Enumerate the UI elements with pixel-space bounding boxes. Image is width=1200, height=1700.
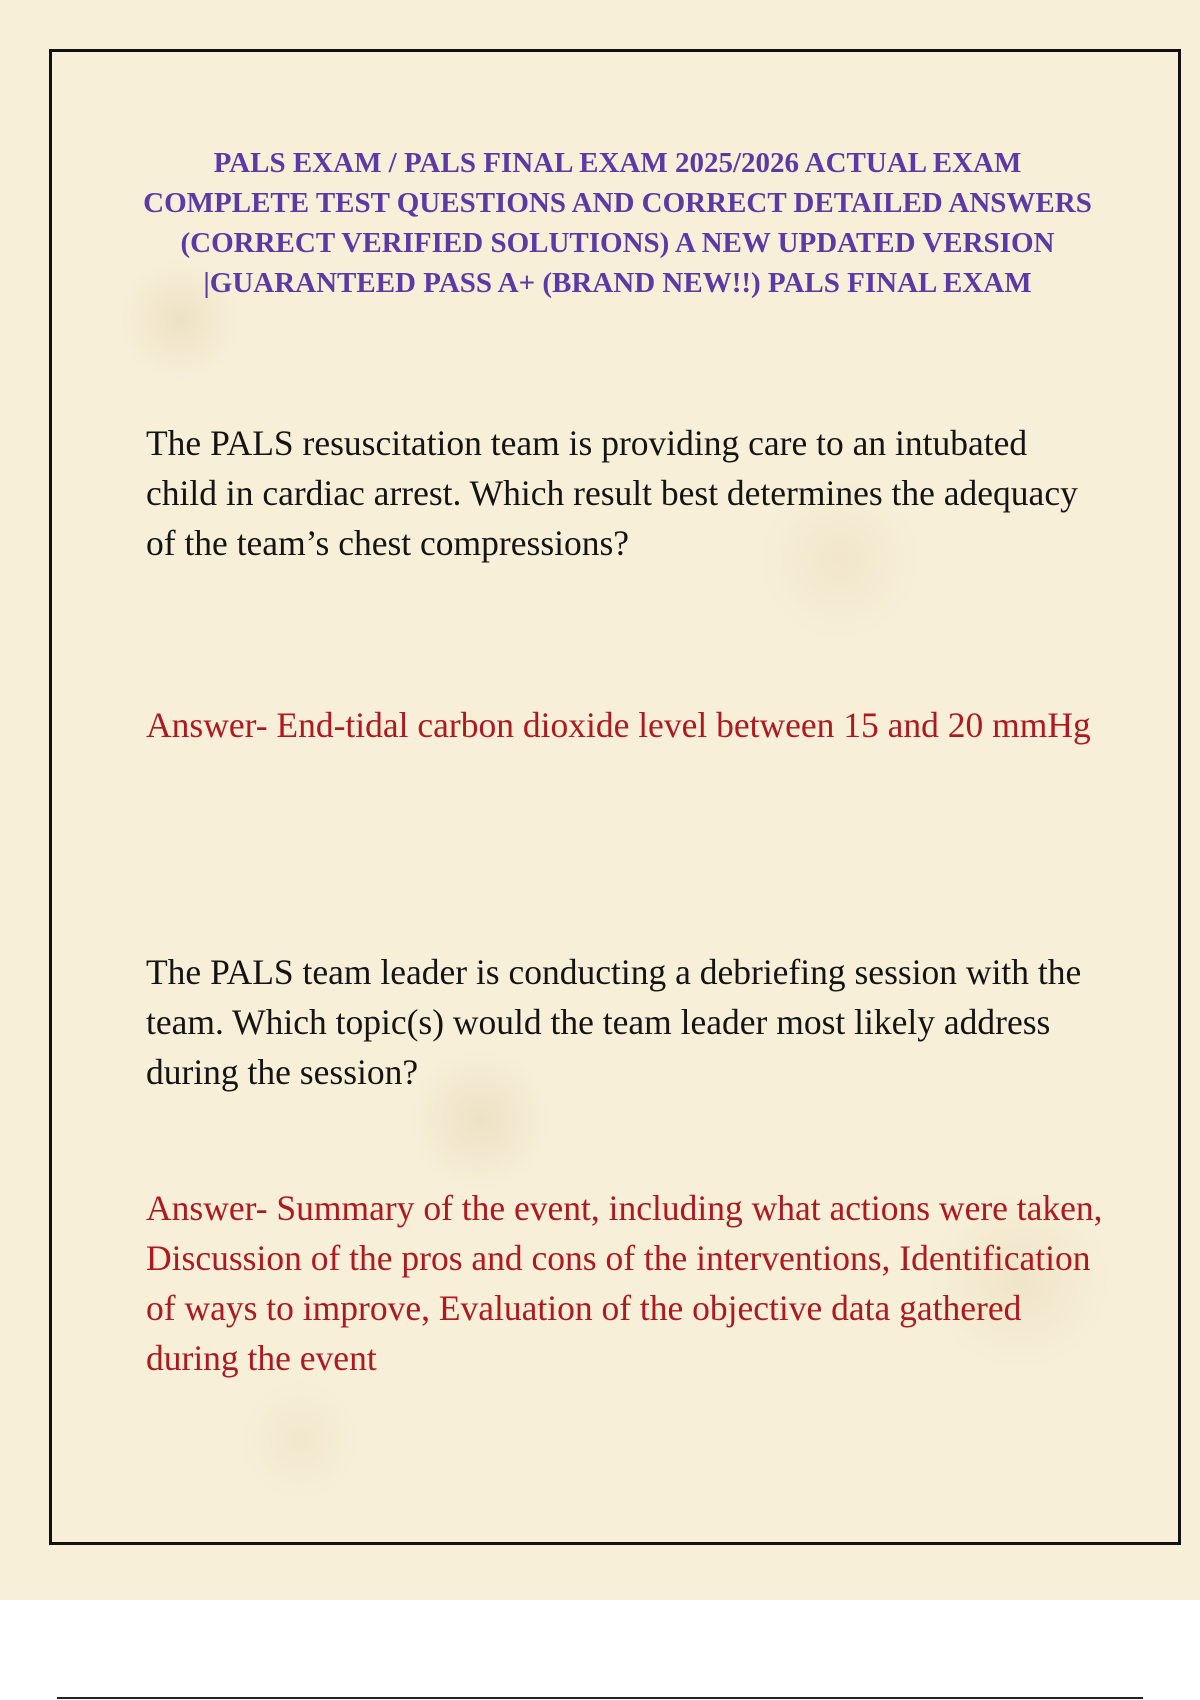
question-2-text: The PALS team leader is conducting a debriefing session with the team. Which topic(s) would the team leader most likely address during the session?	[146, 952, 1082, 1092]
answer-1-text: Answer- End-tidal carbon dioxide level between 15 and 20 mmHg	[146, 705, 1091, 745]
document-title: PALS EXAM / PALS FINAL EXAM 2025/2026 ACTUAL EXAM COMPLETE TEST QUESTIONS AND CORRECT DETAILED ANSWERS (CORRECT VERIFIED SOLUTIONS) A NEW UPDATED VERSION |GUARANTEED PASS A+ (BRAND NEW!!) PALS FINAL EXAM	[143, 147, 1092, 299]
footer-divider	[57, 1697, 1143, 1699]
answer-2-text: Answer- Summary of the event, including what actions were taken, Discussion of the pros and cons of the interventions, Identification of ways to improve, Evaluation of the objective data gathered during the event	[146, 1188, 1103, 1378]
question-1-text: The PALS resuscitation team is providing care to an intubated child in cardiac arrest. Which result best determines the adequacy of the team’s chest compressions?	[146, 423, 1078, 563]
